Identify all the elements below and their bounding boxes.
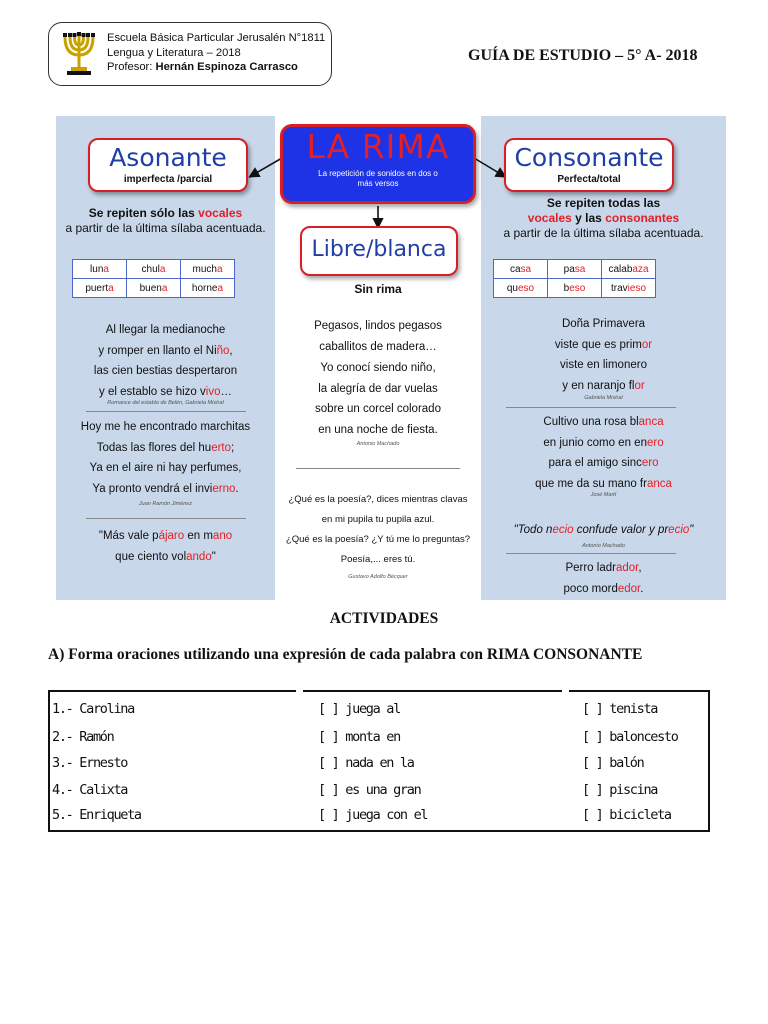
asonante-words — [72, 259, 235, 298]
la-rima-box — [280, 124, 476, 204]
asonante-title: Asonante — [109, 143, 227, 172]
asonante-poem-2 — [56, 417, 275, 499]
asonante-box — [88, 138, 248, 192]
rhyme-poster — [56, 116, 726, 600]
activity-name: 4.- Calixta — [52, 782, 128, 798]
verse-line: ¿Qué es la poesía?, dices mientras clavas — [288, 494, 468, 505]
divider — [86, 411, 246, 412]
activity-ending: [ ] balón — [582, 755, 644, 771]
libre-subtitle: Sin rima — [354, 282, 402, 296]
verse-line: ¿Qué es la poesía? ¿Y tú me lo preguntas? — [285, 534, 471, 545]
activity-ending: [ ] tenista — [582, 701, 658, 717]
verse-line: Todas las flores del huerto; — [96, 441, 235, 454]
consonante-poem-1 — [481, 314, 726, 396]
activity-phrase: [ ] monta en — [318, 729, 400, 745]
consonante-quote-credit: Antonio Machado — [582, 543, 625, 549]
word-cell: mucha — [181, 260, 235, 279]
libre-poem-1a — [275, 316, 481, 357]
activity-ending: [ ] piscina — [582, 782, 658, 798]
activity-name: 1.- Carolina — [52, 701, 134, 717]
libre-box — [300, 226, 458, 276]
school-info-box — [48, 22, 332, 86]
verse-line: sobre un corcel colorado — [315, 403, 441, 415]
asonante-poem-1-credit: Romance del establo de Belén, Gabriela Mistral — [107, 400, 224, 406]
word-cell: casa — [494, 260, 548, 279]
verse-line: Doña Primavera — [561, 318, 646, 330]
verse-line: Hoy me he encontrado marchitas — [80, 421, 251, 433]
libre-poem-1-credit: Antonio Machado — [356, 441, 400, 447]
activities-title: ACTIVIDADES — [329, 610, 439, 627]
verse-line: y en naranjo flor — [562, 379, 645, 392]
verse-line: en mi pupila tu pupila azul. — [321, 514, 435, 525]
divider — [506, 407, 676, 408]
activity-ending: [ ] baloncesto — [582, 729, 678, 745]
teacher-name: Hernán Espinoza Carrasco — [155, 61, 298, 73]
activity-instruction: A) Forma oraciones utilizando una expresión de cada palabra con RIMA CONSONANTE — [48, 646, 643, 663]
verse-line: Ya pronto vendrá el invierno. — [92, 482, 239, 495]
word-row — [494, 279, 656, 298]
consonante-words — [493, 259, 656, 298]
word-cell: puerta — [73, 279, 127, 298]
verse-line: en una noche de fiesta. — [318, 423, 438, 436]
asonante-poem-1 — [56, 320, 275, 402]
column-gap — [296, 690, 303, 694]
verse-line: Perro ladrador, — [565, 562, 642, 574]
libre-poem-2 — [275, 490, 481, 570]
word-cell: chula — [127, 260, 181, 279]
libre-poem-1b — [275, 358, 481, 440]
verse-line: que ciento volando" — [115, 550, 216, 563]
verse-line: y romper en llanto el Niño, — [98, 344, 233, 357]
asonante-saying — [56, 526, 275, 567]
verse-line: Yo conocí siendo niño, — [320, 362, 436, 374]
la-rima-definition: La repetición de sonidos en dos o más versos — [318, 169, 438, 188]
word-cell: pasa — [548, 260, 602, 279]
verse-line: Poesía,... eres tú. — [340, 554, 416, 565]
asonante-heading: Se repiten sólo las vocales a partir de la última sílaba acentuada. — [65, 206, 266, 235]
verse-line: viste en limonero — [560, 359, 647, 371]
verse-line: "Más vale pájaro en mano — [98, 530, 233, 542]
consonante-title: Consonante — [514, 143, 664, 172]
verse-line: para el amigo sincero — [548, 457, 659, 469]
consonante-quote — [481, 520, 726, 541]
verse-line: y el establo se hizo vivo… — [99, 385, 232, 398]
vowels-label: vocales — [198, 206, 243, 220]
arrow-to-consonante — [474, 158, 504, 176]
guide-title: GUÍA DE ESTUDIO – 5° A- 2018 — [468, 47, 698, 64]
divider — [506, 553, 676, 554]
activity-ending: [ ] bicicleta — [582, 807, 671, 823]
word-cell: queso — [494, 279, 548, 298]
verse-line: viste que es primor — [554, 338, 653, 351]
word-cell: beso — [548, 279, 602, 298]
teacher-line: Profesor: Hernán Espinoza Carrasco — [107, 61, 298, 73]
activity-phrase: [ ] juega con el — [318, 807, 428, 823]
word-cell: calabaza — [602, 260, 656, 279]
activity-phrase: [ ] es una gran — [318, 782, 421, 798]
verse-line: Ya en el aire ni hay perfumes, — [89, 462, 242, 474]
divider — [86, 518, 246, 519]
word-row — [494, 260, 656, 279]
menorah-logo-icon — [59, 31, 99, 77]
consonante-poem-2 — [481, 412, 726, 494]
word-row — [73, 279, 235, 298]
word-cell: hornea — [181, 279, 235, 298]
activity-name: 3.- Ernesto — [52, 755, 128, 771]
verse-line: "Todo necio confude valor y precio" — [513, 524, 694, 536]
verse-line: Cultivo una rosa blanca — [543, 416, 664, 428]
libre-poem-2-credit: Gustavo Adolfo Bécquer — [348, 574, 408, 580]
verse-line: en junio como en enero — [543, 436, 664, 449]
column-gap — [562, 690, 569, 694]
school-name: Escuela Básica Particular Jerusalén N°1811 — [107, 32, 326, 44]
arrow-to-asonante — [251, 158, 282, 176]
activity-name: 2.- Ramón — [52, 729, 114, 745]
activity-phrase: [ ] nada en la — [318, 755, 414, 771]
verse-line: la alegría de dar vuelas — [318, 382, 438, 395]
word-cell: luna — [73, 260, 127, 279]
word-cell: travieso — [602, 279, 656, 298]
verse-line: las cien bestias despertaron — [93, 365, 238, 377]
consonante-poem-2-credit: José Martí — [590, 492, 617, 498]
verse-line: que me da su mano franca — [535, 477, 672, 490]
verse-line: poco mordedor. — [563, 582, 644, 595]
asonante-subtitle: imperfecta /parcial — [123, 174, 213, 185]
asonante-poem-2-credit: Juan Ramón Jiménez — [138, 501, 193, 507]
consonante-heading: Se repiten todas las vocales y las consonantes a partir de la última sílaba acentuada. — [503, 196, 704, 240]
activity-phrase: [ ] juega al — [318, 701, 400, 717]
consonante-subtitle: Perfecta/total — [557, 174, 621, 185]
verse-line: caballitos de madera… — [319, 340, 437, 353]
verse-line: Pegasos, lindos pegasos — [314, 320, 442, 332]
activity-table — [48, 690, 710, 832]
consonante-poem-1-credit: Gabriela Mistral — [584, 395, 623, 401]
libre-title: Libre/blanca — [311, 237, 447, 262]
course-line: Lengua y Literatura – 2018 — [107, 46, 241, 59]
consonante-saying — [481, 558, 726, 599]
la-rima-title: LA RIMA — [306, 127, 450, 166]
word-cell: buena — [127, 279, 181, 298]
activity-name: 5.- Enriqueta — [52, 807, 141, 823]
word-row — [73, 260, 235, 279]
consonante-box — [504, 138, 674, 192]
school-lines — [107, 31, 325, 75]
verse-line: Al llegar la medianoche — [105, 324, 226, 336]
divider — [296, 468, 460, 469]
